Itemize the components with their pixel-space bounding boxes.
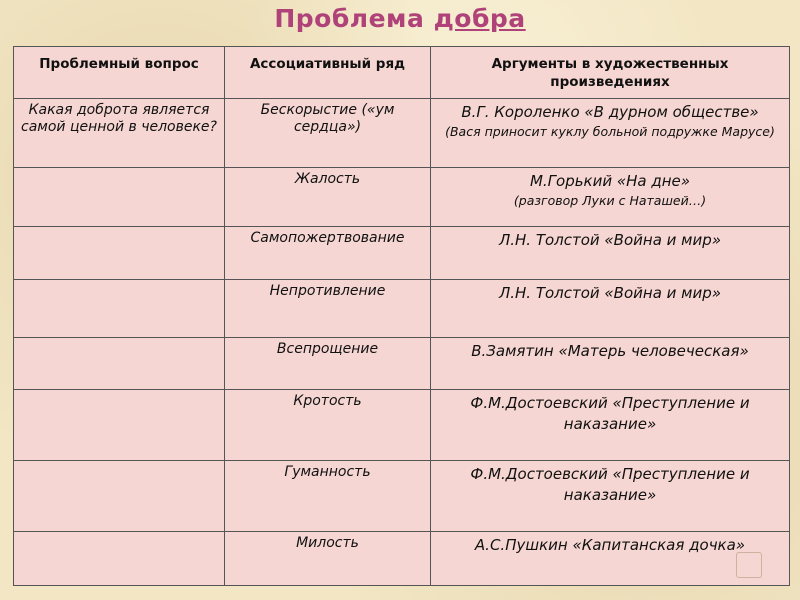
argument-cell: В.Замятин «Матерь человеческая» — [431, 338, 790, 390]
page-title — [0, 4, 800, 33]
association-cell: Всепрощение — [225, 338, 431, 390]
question-cell — [14, 338, 225, 390]
table-row — [14, 99, 790, 168]
header-arguments: Аргументы в художественных произведениях — [431, 47, 790, 99]
argument-cell: А.С.Пушкин «Капитанская дочка» — [431, 532, 790, 586]
argument-cell: Ф.М.Достоевский «Преступление и наказание» — [431, 461, 790, 532]
title-part2: добра — [433, 4, 526, 33]
association-cell: Непротивление — [225, 280, 431, 338]
problem-table — [13, 46, 790, 586]
table-row — [14, 532, 790, 586]
argument-note: (разговор Луки с Наташей…) — [513, 193, 707, 208]
question-cell — [14, 168, 225, 227]
association-cell: Самопожертвование — [225, 227, 431, 280]
argument-note: (Вася приносит куклу больной подружке Марусе) — [445, 124, 775, 139]
question-cell — [14, 532, 225, 586]
table-row — [14, 461, 790, 532]
question-cell — [14, 280, 225, 338]
header-row — [14, 47, 790, 99]
header-question: Проблемный вопрос — [14, 47, 225, 99]
argument-cell — [431, 99, 790, 168]
argument-cell — [431, 168, 790, 227]
argument-text: М.Горький «На дне» — [529, 172, 691, 190]
presentation-icon — [736, 552, 762, 578]
association-cell: Милость — [225, 532, 431, 586]
header-association: Ассоциативный ряд — [225, 47, 431, 99]
association-cell: Кротость — [225, 390, 431, 461]
argument-cell: Л.Н. Толстой «Война и мир» — [431, 280, 790, 338]
question-cell — [14, 390, 225, 461]
table-row — [14, 168, 790, 227]
title-part1: Проблема — [274, 4, 425, 33]
question-cell: Какая доброта является самой ценной в человеке? — [14, 99, 225, 168]
argument-cell: Л.Н. Толстой «Война и мир» — [431, 227, 790, 280]
question-cell — [14, 461, 225, 532]
table-row — [14, 227, 790, 280]
question-cell — [14, 227, 225, 280]
association-cell: Гуманность — [225, 461, 431, 532]
table-row — [14, 280, 790, 338]
argument-cell: Ф.М.Достоевский «Преступление и наказание» — [431, 390, 790, 461]
table-row — [14, 338, 790, 390]
table-row — [14, 390, 790, 461]
association-cell: Бескорыстие («ум сердца») — [225, 99, 431, 168]
association-cell: Жалость — [225, 168, 431, 227]
argument-text: В.Г. Короленко «В дурном обществе» — [461, 103, 759, 121]
